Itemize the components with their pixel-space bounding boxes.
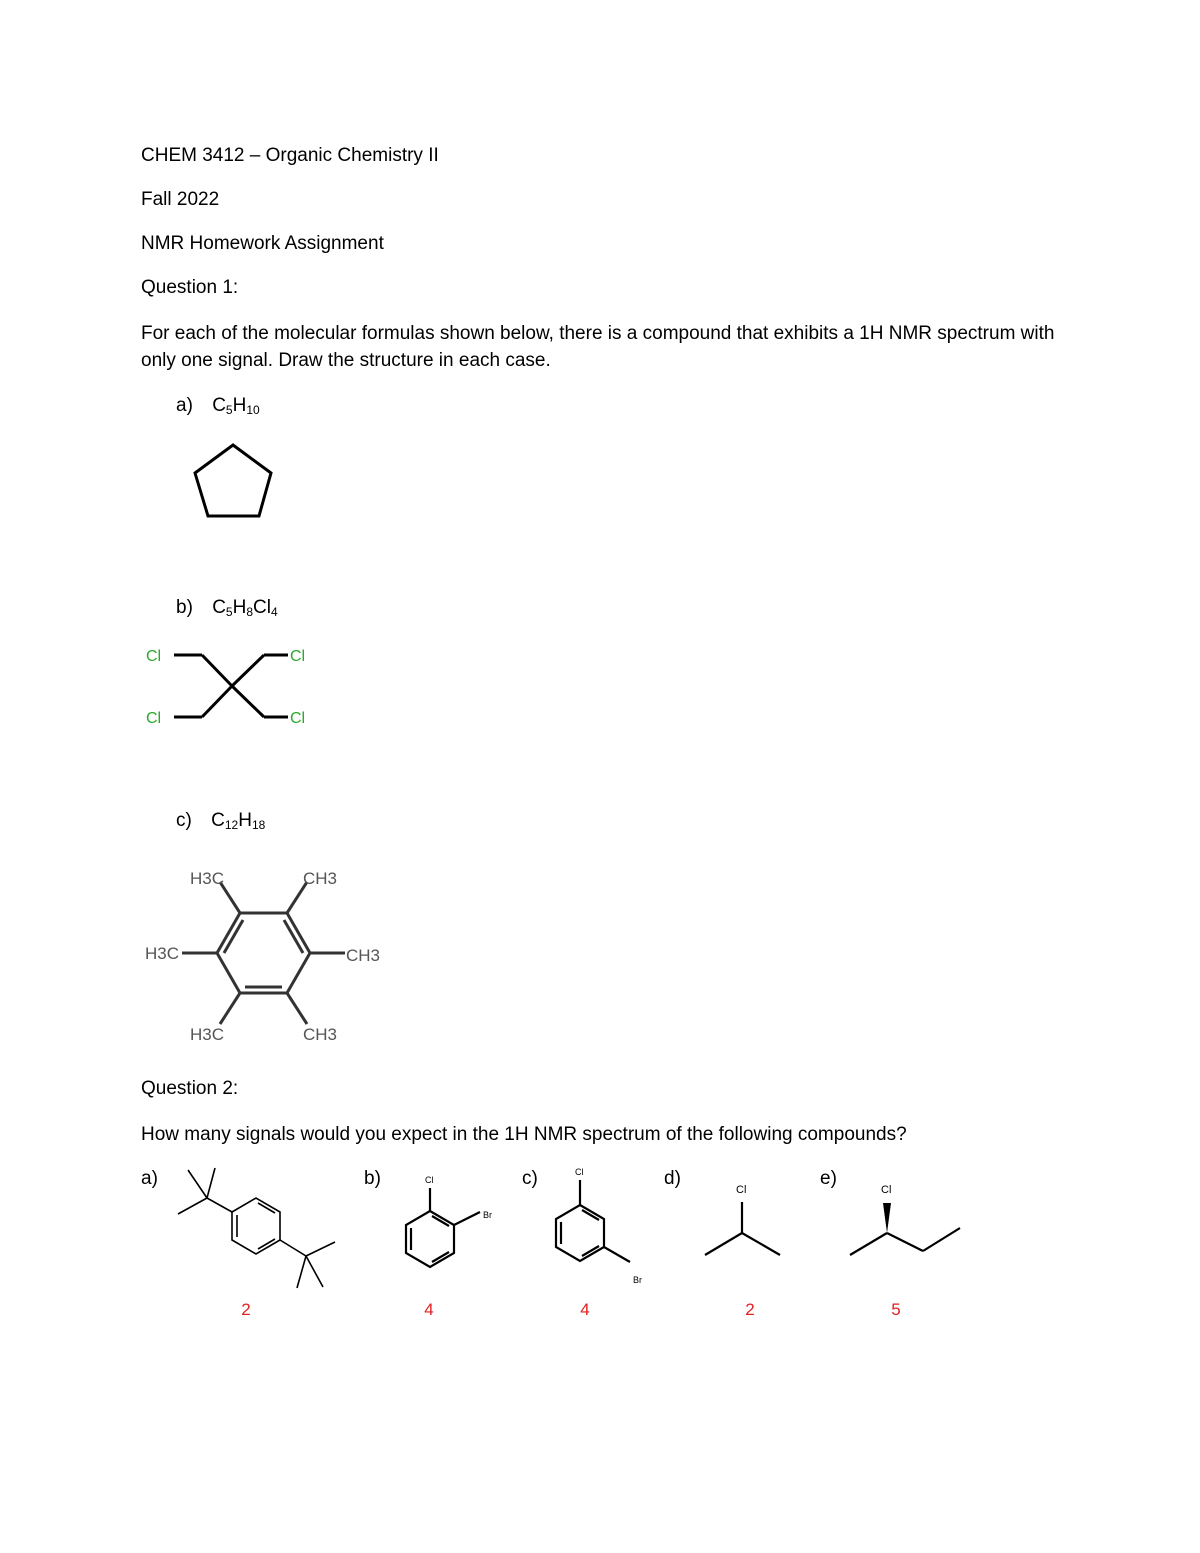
bromochlorobenzene-ortho-structure <box>390 1168 510 1288</box>
h3c-label-left: H3C <box>145 944 180 963</box>
cl-label: Cl <box>736 1184 747 1196</box>
q1-item-b-formula: $C_5H_8Cl_4$ <box>212 597 278 619</box>
bonds <box>174 655 288 717</box>
hexamethylbenzene-structure <box>140 860 400 1050</box>
br-label: Br <box>483 1210 492 1220</box>
assignment-title: NMR Homework Assignment <box>141 233 384 254</box>
q2-item-a-label: a) <box>141 1168 158 1189</box>
bromochlorobenzene-meta-structure <box>540 1165 660 1290</box>
q1-item-c-label: c) <box>176 810 192 831</box>
q1-prompt: For each of the molecular formulas shown below, there is a compound that exhibits a 1H NMR spectrum with only one signal. Draw the structure in each case. <box>141 323 1055 371</box>
term: Fall 2022 <box>141 189 220 210</box>
cyclopentane-structure <box>180 435 290 535</box>
h3c-label-bottom: H3C <box>190 1025 225 1044</box>
answer-c: 4 <box>580 1300 590 1319</box>
q1-heading: Question 1: <box>141 277 239 298</box>
chlorobutane-structure <box>845 1178 965 1258</box>
q1-item-a <box>176 395 260 417</box>
q2-item-d-label: d) <box>664 1168 681 1189</box>
q1-item-b-label: b) <box>176 597 193 618</box>
ch3-label-right: CH3 <box>346 946 381 965</box>
cl-label-tl: Cl <box>146 648 162 665</box>
q2-heading: Question 2: <box>141 1078 239 1099</box>
cl-label-br: Cl <box>290 710 306 727</box>
cl-label: Cl <box>425 1175 434 1185</box>
course-title: CHEM 3412 – Organic Chemistry II <box>141 145 439 166</box>
q1-item-c <box>176 810 265 832</box>
cyclopentane-ring <box>195 445 271 516</box>
q1-item-b <box>176 597 278 619</box>
answer-b: 4 <box>424 1300 434 1319</box>
cl-label-tr: Cl <box>290 648 306 665</box>
q1-item-a-formula: $C_5H_{10}$ <box>212 395 260 417</box>
q1-item-a-label: a) <box>176 395 193 416</box>
di-tert-butylbenzene-structure <box>170 1165 340 1295</box>
q2-prompt: How many signals would you expect in the 1H NMR spectrum of the following compounds? <box>141 1124 907 1145</box>
chloropropane-structure <box>700 1178 790 1258</box>
answer-a: 2 <box>241 1300 251 1319</box>
cl-label: Cl <box>575 1167 584 1177</box>
q2-item-e-label: e) <box>820 1168 837 1189</box>
q2-item-b-label: b) <box>364 1168 381 1189</box>
answer-d: 2 <box>745 1300 755 1319</box>
answer-e: 5 <box>891 1300 901 1319</box>
ch3-label-top: CH3 <box>303 869 338 888</box>
ch3-label-bottom: CH3 <box>303 1025 338 1044</box>
q2-item-c-label: c) <box>522 1168 538 1189</box>
bonds <box>182 882 345 1024</box>
tetrachloroneopentane-structure <box>140 640 340 740</box>
cl-label: Cl <box>881 1184 892 1196</box>
h3c-label-top: H3C <box>190 869 225 888</box>
cl-label-bl: Cl <box>146 710 162 727</box>
br-label: Br <box>633 1275 642 1285</box>
q1-item-c-formula: $C_{12}H_{18}$ <box>211 810 266 832</box>
wedge-bond <box>883 1203 891 1233</box>
